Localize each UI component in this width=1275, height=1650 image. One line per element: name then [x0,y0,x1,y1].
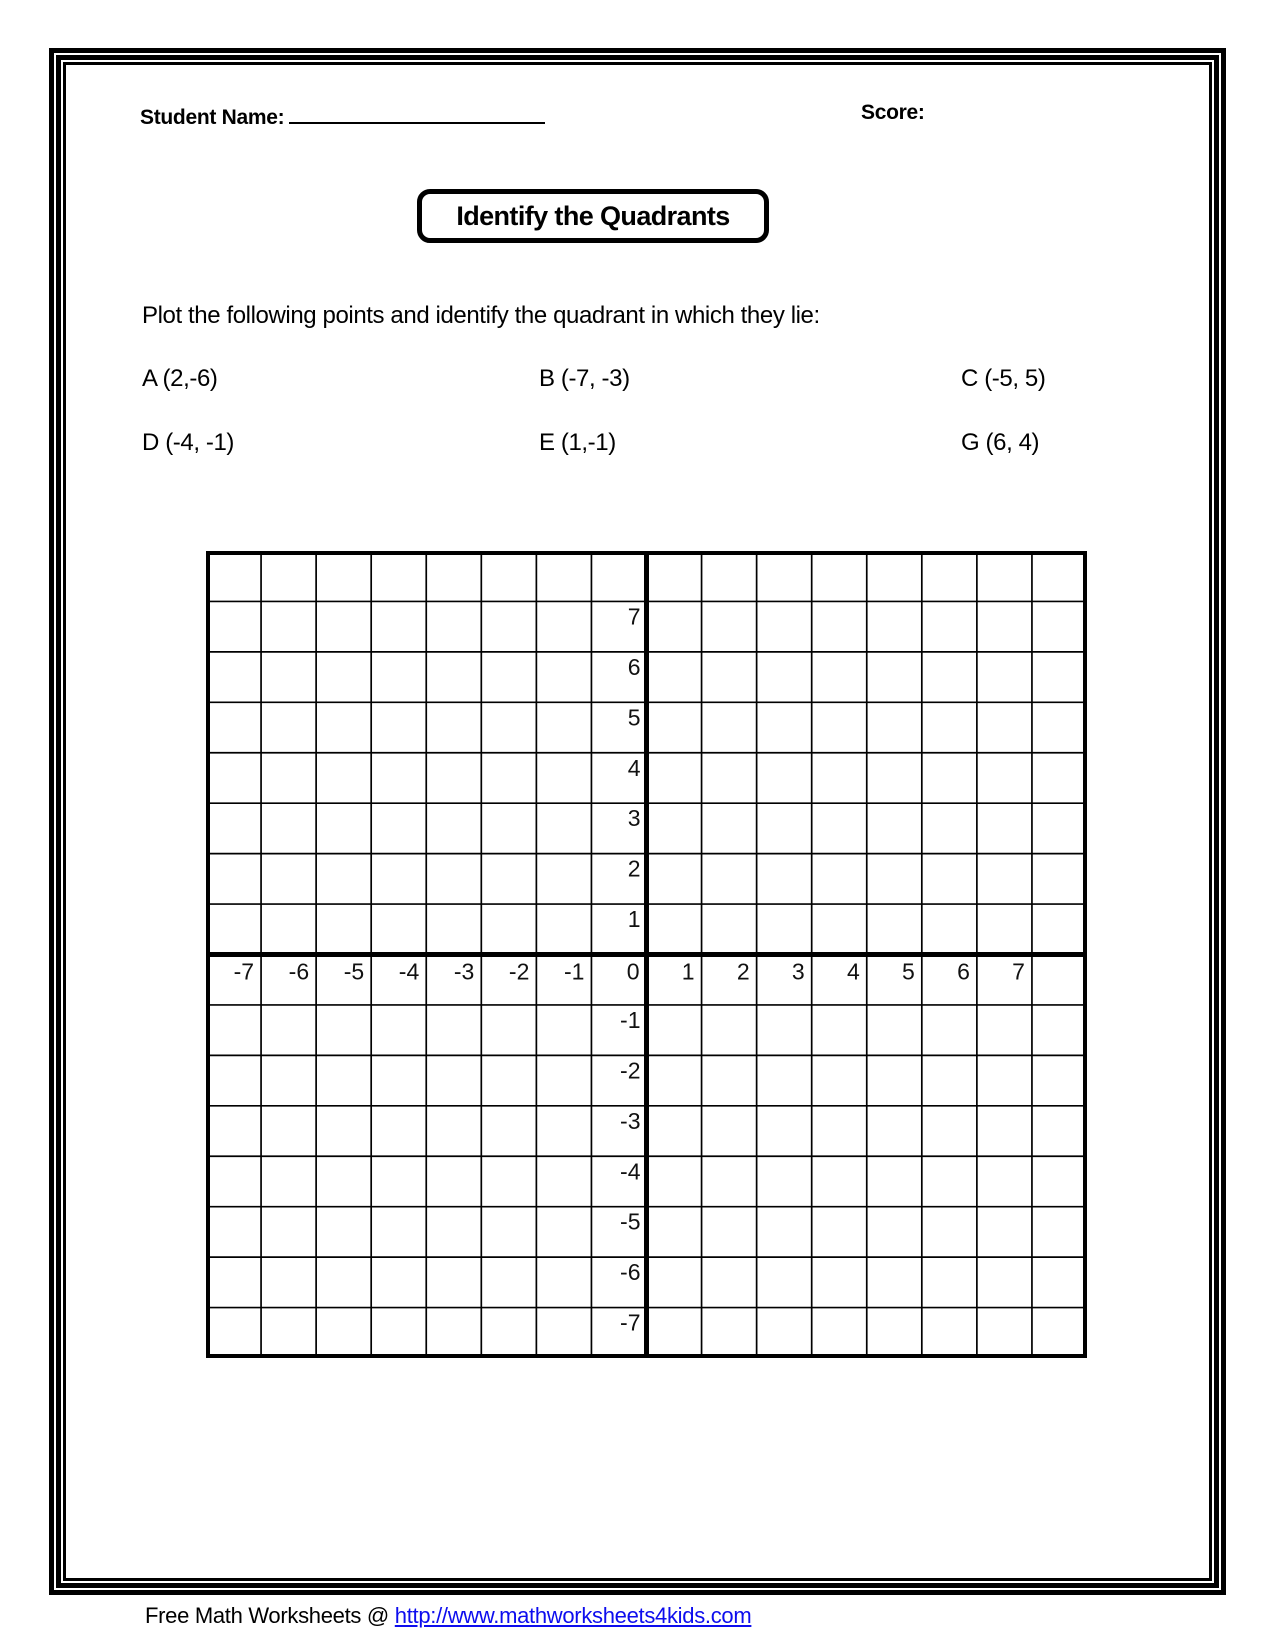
coordinate-grid [206,551,1087,1358]
x-tick-label: 6 [957,958,970,985]
y-tick-label: -4 [620,1158,641,1185]
y-tick-label: 6 [627,653,641,680]
y-tick-label: -6 [620,1259,641,1286]
footer [145,1603,751,1629]
instruction-text: Plot the following points and identify the quadrant in which they lie: [142,302,820,329]
student-name-blank-line [289,101,545,124]
y-tick-label: 7 [627,603,641,630]
x-tick-label: 7 [1012,958,1025,985]
x-tick-label: 4 [846,958,860,985]
point-item-d: D (-4, -1) [142,429,235,456]
x-tick-label: 1 [681,958,695,985]
y-tick-label: -7 [620,1309,641,1336]
point-item-c: C (-5, 5) [961,365,1046,392]
score-label: Score: [861,101,925,124]
x-tick-label: -4 [398,958,420,985]
x-tick-label: 0 [626,958,640,985]
y-tick-label: 1 [627,906,641,933]
x-tick-label: -3 [453,958,475,985]
page-title: Identify the Quadrants [456,200,730,231]
point-item-a: A (2,-6) [142,365,218,392]
x-tick-label: -2 [508,958,530,985]
score-row [861,101,925,125]
footer-credit-text: Free Math Worksheets @ [145,1603,395,1628]
y-tick-label: 4 [627,754,641,781]
x-tick-label: 2 [736,958,750,985]
point-item-g: G (6, 4) [961,429,1040,456]
x-tick-label: -7 [233,958,255,985]
x-tick-label: -5 [343,958,365,985]
x-tick-label: -6 [288,958,310,985]
y-tick-label: 2 [627,855,641,882]
y-tick-label: -1 [620,1006,641,1033]
y-tick-label: -3 [620,1107,641,1134]
y-tick-label: -2 [620,1057,641,1084]
x-tick-label: -1 [563,958,585,985]
worksheet-title-box [417,189,769,243]
student-name-row [140,101,545,130]
student-name-label: Student Name: [140,106,285,129]
y-tick-label: 5 [627,704,641,731]
x-tick-label: 3 [791,958,805,985]
y-tick-label: -5 [620,1208,641,1235]
footer-link[interactable]: http://www.mathworksheets4kids.com [394,1603,752,1628]
y-tick-label: 3 [627,805,641,832]
point-item-e: E (1,-1) [539,429,616,456]
point-item-b: B (-7, -3) [539,365,630,392]
x-tick-label: 5 [902,958,915,985]
